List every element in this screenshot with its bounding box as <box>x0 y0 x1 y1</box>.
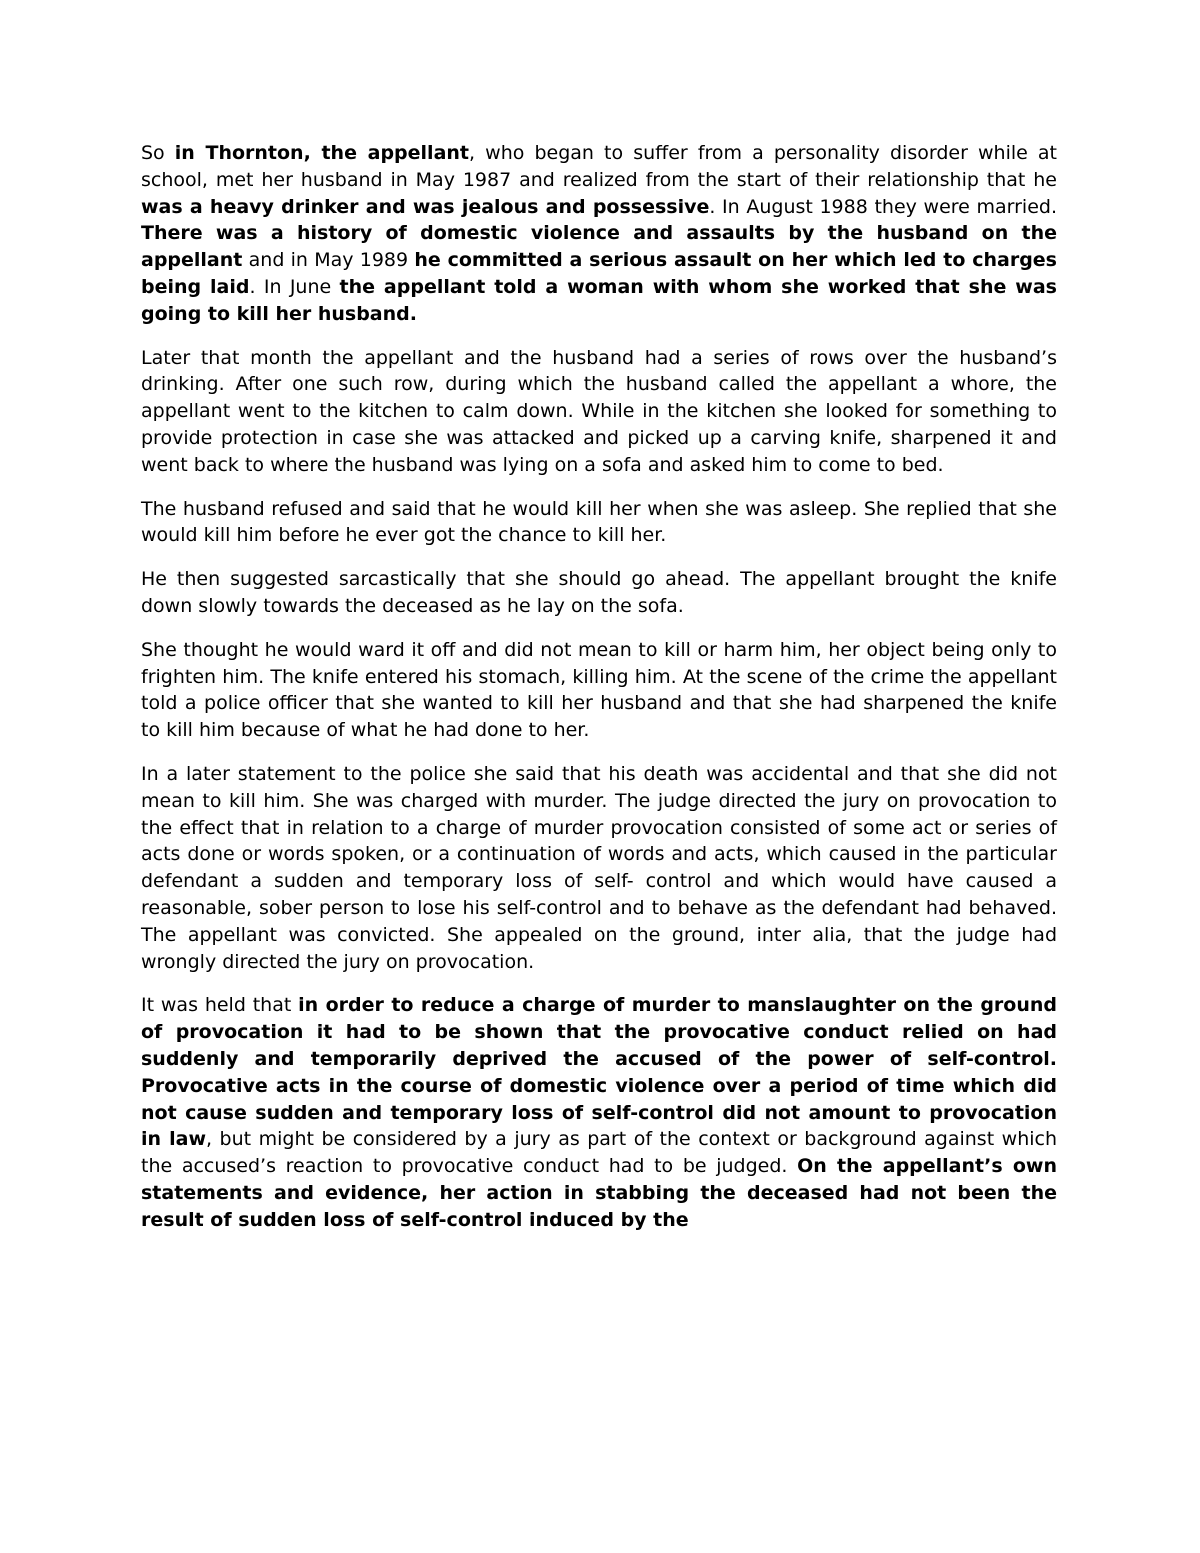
paragraph-4 <box>141 566 1057 620</box>
paragraph-5 <box>141 637 1057 744</box>
bold-text-segment: in Thornton, the appellant <box>174 142 470 164</box>
bold-text-segment: the appellant told a woman with whom she worked that she was going to kill her husband. <box>141 275 1057 325</box>
bold-text-segment: There was a history of domestic violence and assaults by the husband on the appellant <box>141 222 1057 272</box>
bold-text-segment: in order to reduce a charge of murder to manslaughter on the ground of provocation it had to be shown that the provocative conduct relied on had suddenly and temporarily deprived the accused of the power of self-control. Provocative acts in the course of domestic violence over a period of time which did not cause sudden and temporary loss of self-control did not amount to provocation in law <box>141 994 1057 1151</box>
text-segment: The husband refused and said that he would kill her when she was asleep. She replied that she would kill him before he ever got the chance to kill her. <box>141 497 1057 547</box>
text-segment: So <box>141 142 175 164</box>
document-body <box>141 140 1057 1250</box>
text-segment: , but might be considered by a jury as part of the context or background against which the accused’s reaction to provocative conduct had to be judged. <box>141 1128 1057 1178</box>
text-segment: , who began to suffer from a personality disorder while at school, met her husband in May 1987 and realized from the start of their relationship that he <box>141 142 1057 191</box>
paragraph-3 <box>141 496 1057 550</box>
text-segment: It was held that <box>141 994 299 1017</box>
text-segment: and in May 1989 <box>242 249 415 272</box>
text-segment: Later that month the appellant and the husband had a series of rows over the husband’s drinking. After one such row, during which the husband called the appellant a whore, the appellant went to the kitchen to calm down. While in the kitchen she looked for something to provide protection in case she was attacked and picked up a carving knife, sharpened it and went back to where the husband was lying on a sofa and asked him to come to bed. <box>141 346 1057 476</box>
bold-text-segment: he committed a serious assault on her which led to charges being laid <box>141 249 1057 298</box>
paragraph-6 <box>141 761 1057 975</box>
paragraph-2 <box>141 345 1057 479</box>
text-segment: She thought he would ward it off and did not mean to kill or harm him, her object being only to frighten him. The knife entered his stomach, killing him. At the scene of the crime the appellant told a police officer that she wanted to kill her husband and that she had sharpened the knife to kill him because of what he had done to her. <box>141 638 1057 742</box>
bold-text-segment: was a heavy drinker and was jealous and possessive <box>141 195 710 218</box>
text-segment: . In August 1988 they were married. <box>709 195 1057 218</box>
text-segment: . In June <box>249 275 340 298</box>
text-segment: He then suggested sarcastically that she should go ahead. The appellant brought the knife down slowly towards the deceased as he lay on the sofa. <box>141 568 1057 617</box>
bold-text-segment: On the appellant’s own statements and evidence, her action in stabbing the deceased had not been the result of sudden loss of self-control induced by the <box>141 1155 1058 1231</box>
paragraph-7 <box>141 992 1057 1233</box>
text-segment: In a later statement to the police she said that his death was accidental and that she did not mean to kill him. She was charged with murder. The judge directed the jury on provocation to the effect that in relation to a charge of murder provocation consisted of some act or series of acts done or words spoken, or a continuation of words and acts, which caused in the particular defendant a sudden and temporary loss of self- control and which would have caused a reasonable, sober person to lose his self-control and to behave as the defendant had behaved. The appellant was convicted. She appealed on the ground, inter alia, that the judge had wrongly directed the jury on provocation. <box>141 762 1057 973</box>
paragraph-1 <box>141 140 1057 328</box>
